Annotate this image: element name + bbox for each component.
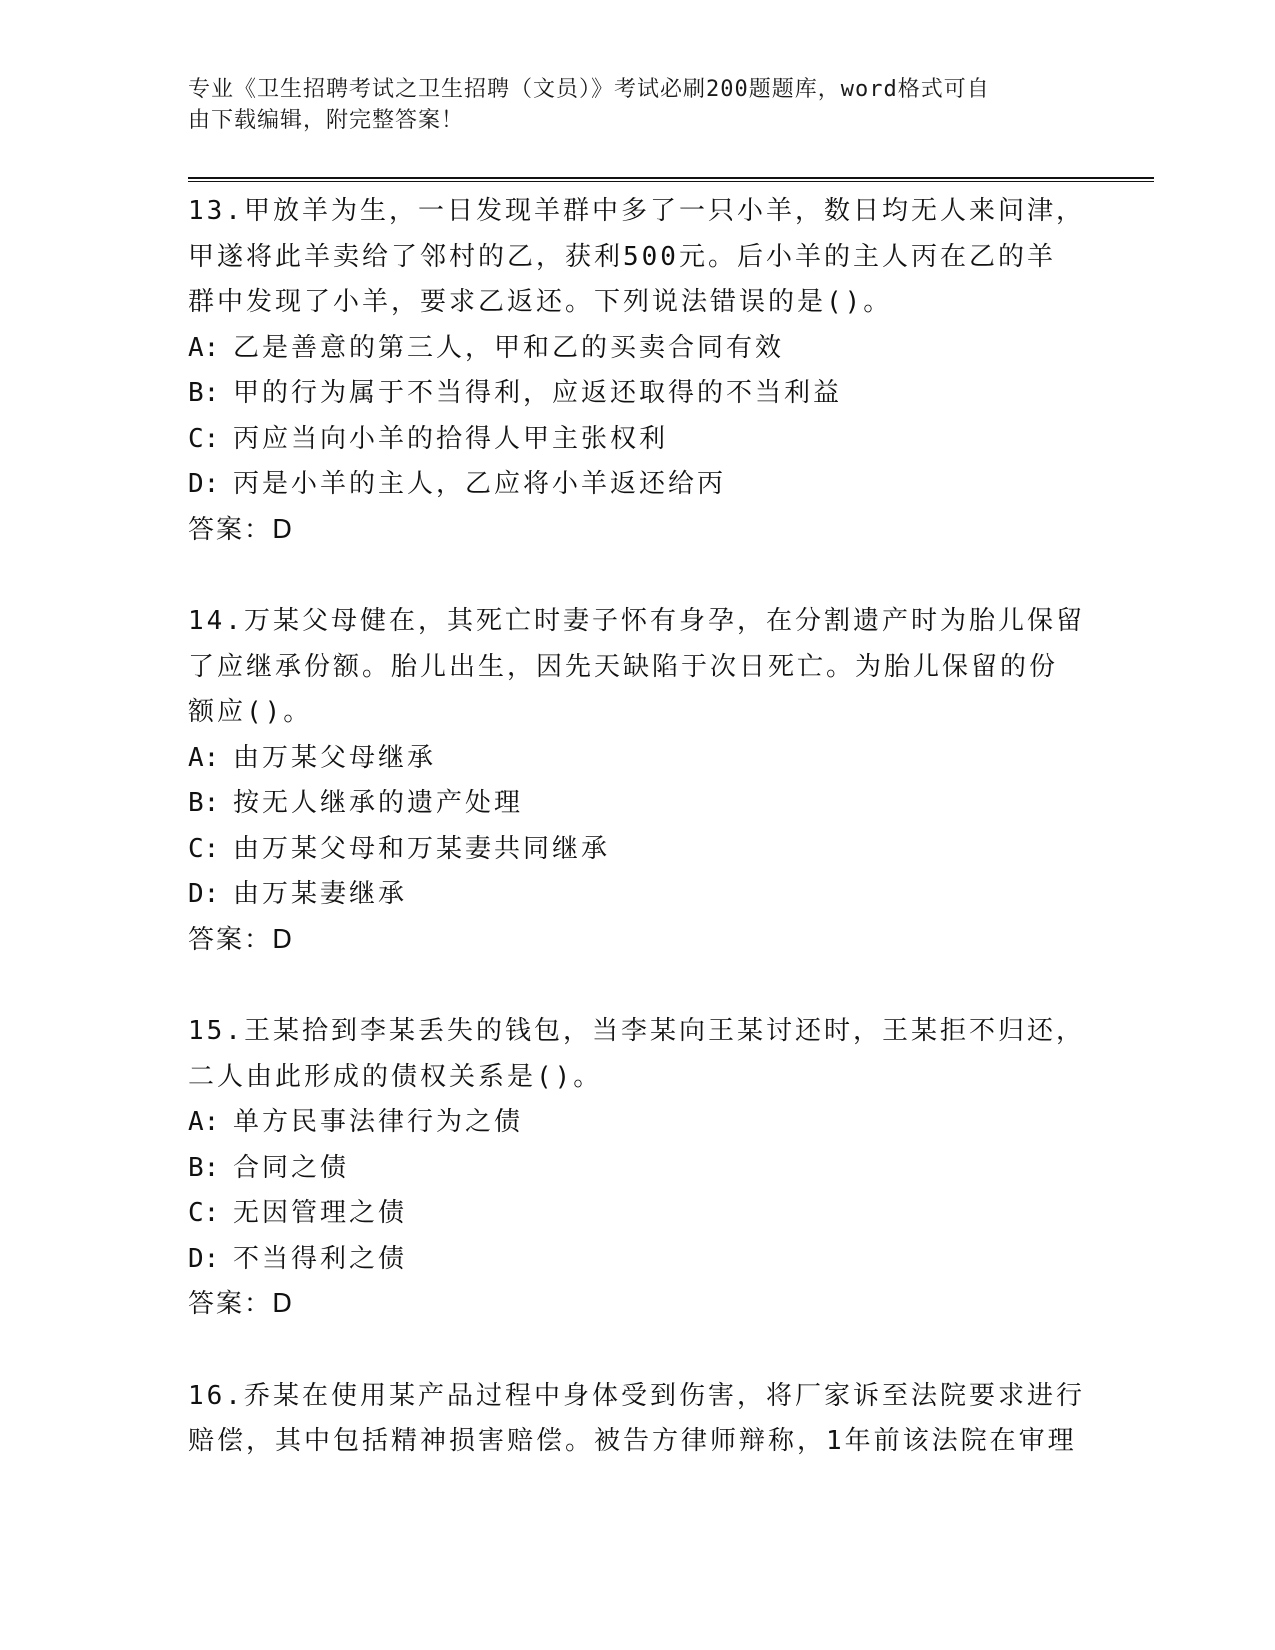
option-label: B: — [188, 1152, 220, 1183]
option-a — [188, 326, 1088, 372]
option-b — [188, 1146, 1088, 1192]
document-header — [188, 74, 1068, 136]
question-text-line: 13.甲放羊为生，一日发现羊群中多了一只小羊，数日均无人来问津， — [188, 196, 1085, 226]
question-text-line: 二人由此形成的债权关系是()。 — [188, 1061, 603, 1092]
option-text: 甲的行为属于不当得利，应返还取得的不当利益 — [233, 378, 843, 408]
option-label: A: — [188, 332, 220, 363]
question-text-line: 16.乔某在使用某产品过程中身体受到伤害，将厂家诉至法院要求进行 — [188, 1380, 1085, 1411]
question-16 — [188, 1374, 1088, 1465]
answer-line: 答案：D — [188, 1289, 295, 1319]
option-d — [188, 462, 1088, 508]
option-text: 单方民事法律行为之债 — [233, 1107, 524, 1137]
option-a — [188, 736, 1088, 782]
option-label: A: — [188, 742, 220, 773]
option-label: D: — [188, 469, 220, 499]
option-c — [188, 1191, 1088, 1237]
header-line-2: 由下载编辑，附完整答案！ — [188, 108, 465, 133]
question-text-line: 甲遂将此羊卖给了邻村的乙，获利500元。后小羊的主人丙在乙的羊 — [188, 241, 1056, 272]
question-text-line: 了应继承份额。胎儿出生，因先天缺陷于次日死亡。为胎儿保留的份 — [188, 651, 1059, 682]
option-label: C: — [188, 833, 220, 864]
question-text-line: 14.万某父母健在，其死亡时妻子怀有身孕，在分割遗产时为胎儿保留 — [188, 606, 1085, 636]
question-text-line: 群中发现了小羊，要求乙返还。下列说法错误的是()。 — [188, 287, 893, 317]
option-b — [188, 371, 1088, 417]
option-text: 无因管理之债 — [233, 1198, 408, 1228]
answer-line: 答案：D — [188, 924, 295, 955]
option-label: C: — [188, 423, 220, 454]
question-text-line: 额应()。 — [188, 697, 313, 727]
option-text: 按无人继承的遗产处理 — [233, 788, 524, 818]
question-text-line: 15.王某拾到李某丢失的钱包，当李某向王某讨还时，王某拒不归还， — [188, 1016, 1085, 1046]
option-text: 由万某父母和万某妻共同继承 — [233, 833, 611, 864]
question-list — [188, 189, 1088, 1511]
option-label: D: — [188, 879, 220, 909]
question-13 — [188, 189, 1088, 553]
option-a — [188, 1100, 1088, 1146]
option-text: 不当得利之债 — [233, 1243, 408, 1274]
question-text-line: 赔偿，其中包括精神损害赔偿。被告方律师辩称，1年前该法院在审理 — [188, 1426, 1077, 1456]
option-label: A: — [188, 1107, 220, 1137]
option-d — [188, 872, 1088, 918]
option-label: B: — [188, 788, 220, 818]
header-line-1: 专业《卫生招聘考试之卫生招聘（文员）》考试必刷200题题库，word格式可自 — [188, 77, 990, 102]
option-text: 乙是善意的第三人，甲和乙的买卖合同有效 — [233, 332, 785, 363]
option-label: B: — [188, 378, 220, 408]
option-text: 合同之债 — [233, 1152, 350, 1183]
option-c — [188, 827, 1088, 873]
header-rule-thick — [188, 177, 1154, 179]
option-text: 丙是小羊的主人，乙应将小羊返还给丙 — [233, 469, 727, 499]
header-rule-thin — [188, 181, 1154, 182]
option-label: D: — [188, 1243, 220, 1274]
option-text: 由万某父母继承 — [233, 742, 437, 773]
option-text: 丙应当向小羊的拾得人甲主张权利 — [233, 423, 669, 454]
option-label: C: — [188, 1198, 220, 1228]
answer-line: 答案：D — [188, 514, 295, 545]
option-b — [188, 781, 1088, 827]
option-d — [188, 1237, 1088, 1283]
question-14 — [188, 599, 1088, 963]
option-text: 由万某妻继承 — [233, 879, 408, 909]
option-c — [188, 417, 1088, 463]
question-15 — [188, 1009, 1088, 1328]
